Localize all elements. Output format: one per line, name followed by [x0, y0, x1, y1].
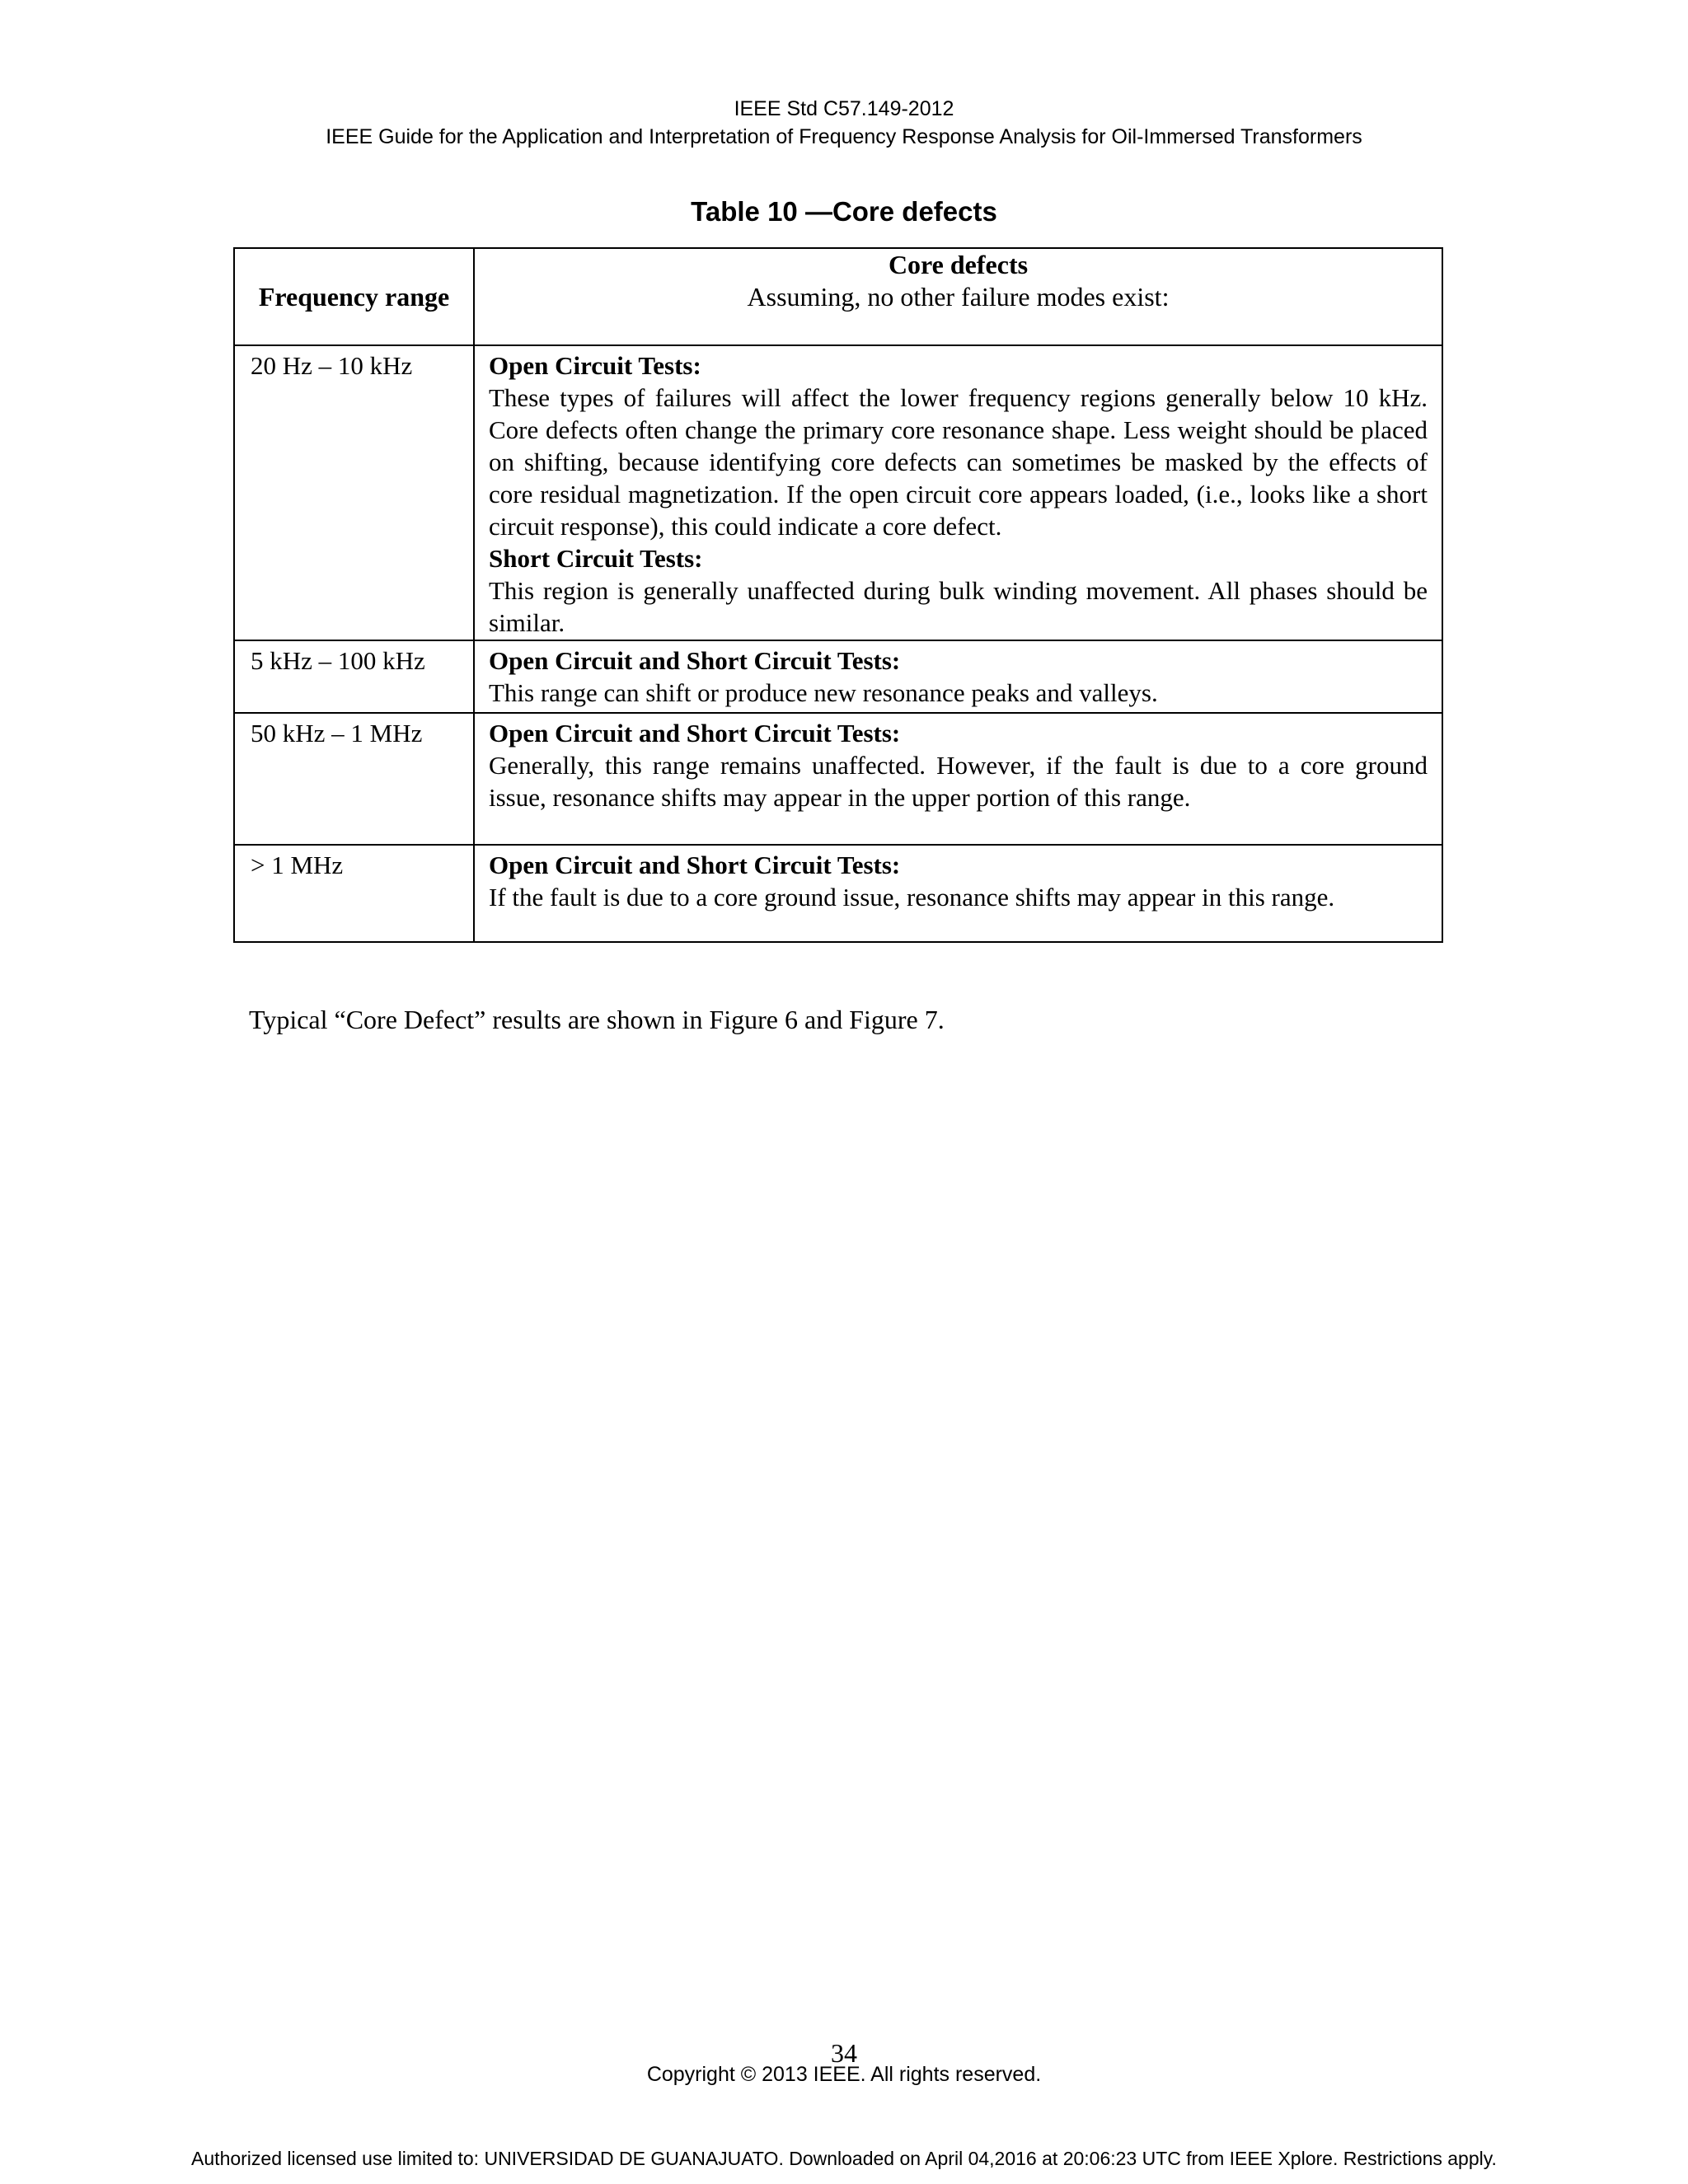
col-header-title: Core defects — [888, 250, 1029, 279]
col-header-core-defects — [474, 248, 1442, 345]
col-header-frequency: Frequency range — [234, 248, 474, 345]
frequency-range-cell: 50 kHz – 1 MHz — [234, 713, 474, 845]
test-text: This range can shift or produce new resonance peaks and valleys. — [489, 678, 1158, 707]
test-label: Open Circuit Tests: — [489, 351, 701, 380]
col-header-subtitle: Assuming, no other failure modes exist: — [747, 282, 1170, 312]
frequency-range-cell: > 1 MHz — [234, 845, 474, 942]
test-label: Open Circuit and Short Circuit Tests: — [489, 719, 901, 748]
table-row — [234, 345, 1442, 640]
test-label: Short Circuit Tests: — [489, 544, 703, 573]
table-row — [234, 845, 1442, 942]
test-label: Open Circuit and Short Circuit Tests: — [489, 646, 901, 675]
description-cell — [474, 345, 1442, 640]
description-cell — [474, 640, 1442, 713]
test-text: This region is generally unaffected during bulk winding movement. All phases should be similar. — [489, 576, 1428, 637]
description-cell — [474, 845, 1442, 942]
test-text: These types of failures will affect the lower frequency regions generally below 10 kHz. Core defects often change the primary core resonance shape. Less weight should be placed on shifting, because identifying core defects can sometimes be masked by the effects of core residual magnetization. If the open circuit core appears loaded, (i.e., looks like a short circuit response), this could indicate a core defect. — [489, 383, 1428, 541]
core-defects-table — [233, 247, 1443, 943]
header-standard: IEEE Std C57.149-2012 — [734, 97, 954, 120]
frequency-range-cell: 20 Hz – 10 kHz — [234, 345, 474, 640]
figure-reference-note: Typical “Core Defect” results are shown in Figure 6 and Figure 7. — [249, 1005, 945, 1034]
test-text: Generally, this range remains unaffected. However, if the fault is due to a core ground issue, resonance shifts may appear in the upper portion of this range. — [489, 751, 1428, 812]
header-title: IEEE Guide for the Application and Interpretation of Frequency Response Analysis for Oil-Immersed Transformers — [326, 125, 1362, 148]
authorized-use-notice: Authorized licensed use limited to: UNIVERSIDAD DE GUANAJUATO. Downloaded on April 04,2016 at 20:06:23 UTC from IEEE Xplore. Restrictions apply. — [191, 2148, 1497, 2169]
table-caption: Table 10 —Core defects — [691, 196, 997, 227]
table-row — [234, 640, 1442, 713]
page-number: 34 — [831, 2038, 857, 2068]
test-label: Open Circuit and Short Circuit Tests: — [489, 851, 901, 879]
table-header-row — [234, 248, 1442, 345]
description-cell — [474, 713, 1442, 845]
table-row — [234, 713, 1442, 845]
frequency-range-cell: 5 kHz – 100 kHz — [234, 640, 474, 713]
test-text: If the fault is due to a core ground issue, resonance shifts may appear in this range. — [489, 883, 1335, 912]
copyright-notice: Copyright © 2013 IEEE. All rights reserved. — [646, 2063, 1042, 2086]
